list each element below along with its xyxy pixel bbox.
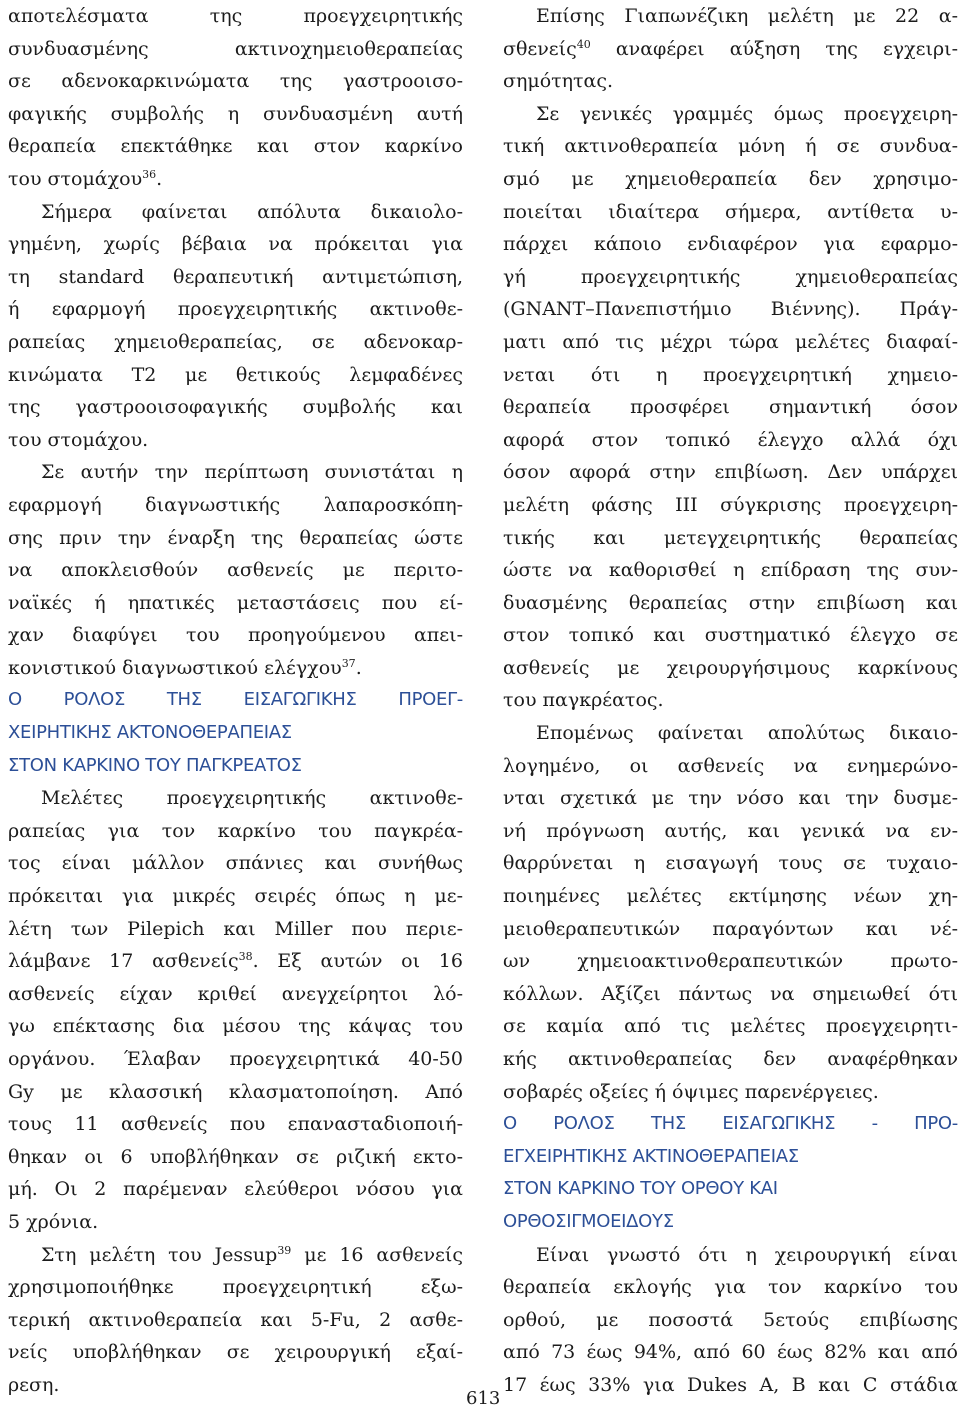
text-line xyxy=(503,261,958,294)
line-text: φαγικής συμβολής η συνδυασμένη αυτή xyxy=(8,102,463,125)
text-line xyxy=(503,163,958,196)
line-text: κονιστικού διαγνωστικού ελέγχου xyxy=(8,656,342,679)
section-heading-line xyxy=(8,684,463,717)
line-text: ματι από τις μέχρι τώρα μελέτες διαφαί- xyxy=(503,330,958,353)
line-text: Μελέτες προεγχειρητικής ακτινοθε- xyxy=(41,787,463,810)
line-text: του παγκρέατος. xyxy=(503,689,664,712)
line-text: πρόκειται για μικρές σειρές όπως η με- xyxy=(8,885,463,908)
line-text: κινώματα Τ2 με θετικούς λεμφαδένες xyxy=(8,363,463,386)
text-line xyxy=(8,815,463,848)
line-text: νείς υποβλήθηκαν σε χειρουργική εξαί- xyxy=(8,1341,463,1364)
line-text: λάμβανε 17 ασθενείς xyxy=(8,950,239,973)
line-text: Ο ΡΟΛΟΣ ΤΗΣ ΕΙΣΑΓΩΓΙΚΗΣ - ΠΡΟ- xyxy=(503,1113,958,1135)
text-line xyxy=(503,1336,958,1369)
text-line xyxy=(8,1141,463,1174)
text-line xyxy=(8,587,463,620)
line-text: 5 χρόνια. xyxy=(8,1210,99,1233)
citation-superscript: 37 xyxy=(341,656,356,670)
text-line xyxy=(8,196,463,229)
text-line xyxy=(8,1239,463,1272)
text-line xyxy=(503,1369,958,1402)
line-text: χαν διαφύγει του προηγούμενου απει- xyxy=(8,624,463,647)
text-line xyxy=(503,1076,958,1109)
section-heading-line xyxy=(503,1173,958,1206)
text-line xyxy=(503,522,958,555)
text-line xyxy=(8,1369,463,1402)
line-text: τους 11 ασθενείς που επανασταδιοποιή- xyxy=(8,1113,463,1136)
text-line xyxy=(8,391,463,424)
line-text: ων χημειοακτινοθεραπευτικών πρωτο- xyxy=(503,950,958,973)
line-text: θηκαν οι 6 υποβλήθηκαν σε ριζική εκτο- xyxy=(8,1145,463,1168)
line-text: χρησιμοποιήθηκε προεγχειρητική εξω- xyxy=(8,1276,463,1299)
line-text: Σήμερα φαίνεται απόλυτα δικαιολο- xyxy=(41,200,463,223)
line-text: ΟΡΘΟΣΙΓΜΟΕΙΔΟΥΣ xyxy=(503,1210,674,1232)
citation-superscript: 38 xyxy=(238,950,253,964)
line-text: Επομένως φαίνεται απολύτως δικαιο- xyxy=(536,722,958,745)
line-text: λογημένο, οι ασθενείς να ενημερώνο- xyxy=(503,754,958,777)
citation-superscript: 36 xyxy=(142,167,157,181)
text-line xyxy=(503,0,958,33)
text-line xyxy=(8,293,463,326)
text-line xyxy=(8,880,463,913)
text-line xyxy=(503,326,958,359)
line-text: νεται ότι η προεγχειρητική χημειο- xyxy=(503,363,958,386)
text-line xyxy=(503,196,958,229)
text-line xyxy=(503,782,958,815)
line-text: μή. Οι 2 παρέμεναν ελεύθεροι νόσου για xyxy=(8,1178,463,1201)
line-text: γή προεγχειρητικής χημειοθεραπείας xyxy=(503,265,958,288)
text-line xyxy=(503,1304,958,1337)
text-line xyxy=(8,456,463,489)
text-line xyxy=(8,33,463,66)
text-line xyxy=(503,554,958,587)
line-text: κής ακτινοθεραπείας δεν αναφέρθηκαν xyxy=(503,1048,958,1070)
text-line xyxy=(8,359,463,392)
line-text: τική ακτινοθεραπεία μόνη ή σε συνδυα- xyxy=(503,135,958,158)
text-line xyxy=(8,163,463,196)
text-line xyxy=(503,750,958,783)
text-line xyxy=(8,1043,463,1076)
line-text: τικής και μετεγχειρητικής θεραπείας xyxy=(503,526,958,549)
left-column xyxy=(8,0,463,1402)
line-text: ναϊκές ή ηπατικές μεταστάσεις που εί- xyxy=(8,591,463,614)
text-line xyxy=(8,619,463,652)
text-line xyxy=(503,1010,958,1043)
line-text: μελέτη φάσης ΙΙΙ σύγκρισης προεγχειρη- xyxy=(503,493,958,516)
text-line xyxy=(8,1271,463,1304)
section-heading-line xyxy=(503,1108,958,1141)
line-text: πάρχει κάποιο ενδιαφέρον για εφαρμο- xyxy=(503,233,958,256)
text-line xyxy=(503,1271,958,1304)
line-text: ΣΤΟΝ ΚΑΡΚΙΝΟ ΤΟΥ ΠΑΓΚΡΕΑΤΟΣ xyxy=(8,754,302,776)
line-text: αφορά στον τοπικό έλεγχο αλλά όχι xyxy=(503,428,958,451)
text-line xyxy=(8,782,463,815)
text-line xyxy=(503,65,958,98)
line-text: νται σχετικά με την νόσο και την δυσμε- xyxy=(503,787,958,810)
line-text: ΣΤΟΝ ΚΑΡΚΙΝΟ ΤΟΥ ΟΡΘΟΥ ΚΑΙ xyxy=(503,1178,778,1200)
line-text: Επίσης Γιαπωνέζικη μελέτη με 22 α- xyxy=(536,5,958,27)
text-line xyxy=(503,489,958,522)
line-text: συνδυασμένης ακτινοχημειοθεραπείας xyxy=(8,37,463,60)
line-text: ποιείται ιδιαίτερα σήμερα, αντίθετα υ- xyxy=(503,200,958,223)
line-text: εφαρμογή διαγνωστικής λαπαροσκόπη- xyxy=(8,493,463,516)
line-text: μειοθεραπευτικών παραγόντων και νέ- xyxy=(503,917,958,940)
section-heading-line xyxy=(8,717,463,750)
text-line xyxy=(8,65,463,98)
line-text: σημότητας. xyxy=(503,70,614,93)
page-number: 613 xyxy=(466,1388,501,1409)
line-text: στον τοπικό και συστηματικό έλεγχο σε xyxy=(503,624,958,647)
text-line xyxy=(503,880,958,913)
line-text: όσον αφορά στην επιβίωση. Δεν υπάρχει xyxy=(503,461,958,484)
line-text-continued: με 16 ασθενείς xyxy=(291,1243,463,1266)
text-line xyxy=(503,424,958,457)
line-text: Είναι γνωστό ότι η χειρουργική είναι xyxy=(536,1243,958,1266)
text-line xyxy=(8,913,463,946)
line-text: Ο ΡΟΛΟΣ ΤΗΣ ΕΙΣΑΓΩΓΙΚΗΣ ΠΡΟΕΓ- xyxy=(8,689,463,711)
line-text: από 73 έως 94%, από 60 έως 82% και από xyxy=(503,1341,958,1364)
line-text: σμό με χημειοθεραπεία δεν χρησιμο- xyxy=(503,167,958,190)
line-text: τη standard θεραπευτική αντιμετώπιση, xyxy=(8,265,463,288)
text-line xyxy=(503,652,958,685)
line-text: οργάνου. Έλαβαν προεγχειρητικά 40-50 xyxy=(8,1048,463,1070)
line-text: νή πρόγνωση αυτής, και γενικά να εν- xyxy=(503,819,958,842)
line-text: σε αδενοκαρκινώματα της γαστροοισο- xyxy=(8,70,463,93)
line-text: (GNANT–Πανεπιστήμιο Βιέννης). Πράγ- xyxy=(503,298,958,321)
line-text: δυασμένης θεραπείας στην επιβίωση και xyxy=(503,591,958,614)
text-line xyxy=(503,98,958,131)
line-text: αποτελέσματα της προεγχειρητικής xyxy=(8,5,463,27)
text-line xyxy=(503,1239,958,1272)
line-text: γω επέκτασης δια μέσου της κάψας του xyxy=(8,1015,463,1038)
text-line xyxy=(8,554,463,587)
line-text: ώστε να καθορισθεί η επίδραση της συν- xyxy=(503,559,958,582)
text-line xyxy=(503,847,958,880)
line-text: κόλλων. Αξίζει πάντως να σημειωθεί ότι xyxy=(503,982,958,1005)
text-line xyxy=(8,945,463,978)
text-line xyxy=(8,1173,463,1206)
line-text: της γαστροοισοφαγικής συμβολής και xyxy=(8,396,463,419)
text-line xyxy=(8,1304,463,1337)
line-text: λέτη των Pilepich και Miller που περιε- xyxy=(8,917,463,940)
text-line xyxy=(503,359,958,392)
text-line xyxy=(503,587,958,620)
line-text: θεραπεία εκλογής για τον καρκίνο του xyxy=(503,1276,958,1299)
text-line xyxy=(8,1076,463,1109)
line-text: σης πριν την έναρξη της θεραπείας ώστε xyxy=(8,526,463,549)
text-line xyxy=(503,945,958,978)
section-heading-line xyxy=(503,1141,958,1174)
line-text: γημένη, χωρίς βέβαια να πρόκειται για xyxy=(8,233,463,256)
section-heading-line xyxy=(8,750,463,783)
text-line xyxy=(8,326,463,359)
text-line xyxy=(503,815,958,848)
citation-superscript: 39 xyxy=(277,1243,292,1257)
text-line xyxy=(503,456,958,489)
line-text-continued: . xyxy=(156,167,163,190)
text-line xyxy=(503,33,958,66)
text-line xyxy=(503,293,958,326)
line-text: ΕΓΧΕΙΡΗΤΙΚΗΣ ΑΚΤΙΝΟΘΕΡΑΠΕΙΑΣ xyxy=(503,1145,799,1167)
line-text: θαρρύνεται η εισαγωγή τους σε τυχαιο- xyxy=(503,852,958,875)
line-text: ασθενείς με χειρουργήσιμους καρκίνους xyxy=(503,656,958,679)
line-text: ΧΕΙΡΗΤΙΚΗΣ ΑΚΤΟΝΟΘΕΡΑΠΕΙΑΣ xyxy=(8,722,292,744)
line-text: ραπείας χημειοθεραπείας, σε αδενοκαρ- xyxy=(8,330,463,353)
text-line xyxy=(8,261,463,294)
text-line xyxy=(503,228,958,261)
citation-superscript: 40 xyxy=(576,37,591,51)
line-text-continued: . xyxy=(355,656,362,679)
text-line xyxy=(503,684,958,717)
line-text: του στομάχου xyxy=(8,167,143,190)
text-line xyxy=(8,1206,463,1239)
text-line xyxy=(8,1336,463,1369)
text-line xyxy=(8,0,463,33)
text-line xyxy=(8,652,463,685)
line-text: σε καμία από τις μελέτες προεγχειρητι- xyxy=(503,1015,958,1038)
text-line xyxy=(503,978,958,1011)
text-line xyxy=(8,228,463,261)
line-text: Σε αυτήν την περίπτωση συνιστάται η xyxy=(41,461,463,484)
text-line xyxy=(8,489,463,522)
line-text: θεραπεία επεκτάθηκε και στον καρκίνο xyxy=(8,135,463,158)
line-text: Σε γενικές γραμμές όμως προεγχειρη- xyxy=(536,102,958,125)
text-line xyxy=(8,424,463,457)
text-line xyxy=(503,717,958,750)
text-line xyxy=(503,913,958,946)
line-text: να αποκλεισθούν ασθενείς με περιτο- xyxy=(8,559,463,582)
text-line xyxy=(503,619,958,652)
text-line xyxy=(8,1108,463,1141)
line-text: Gy με κλασσική κλασματοποίηση. Από xyxy=(8,1080,463,1103)
line-text: ή εφαρμογή προεγχειρητικής ακτινοθε- xyxy=(8,298,463,321)
line-text: τερική ακτινοθεραπεία και 5-Fu, 2 ασθε- xyxy=(8,1308,463,1331)
text-line xyxy=(503,130,958,163)
text-line xyxy=(8,522,463,555)
right-column xyxy=(503,0,958,1402)
text-line xyxy=(8,98,463,131)
line-text-continued: . Εξ αυτών οι 16 xyxy=(252,950,463,973)
text-line xyxy=(8,1010,463,1043)
line-text: Στη μελέτη του Jessup xyxy=(41,1243,278,1266)
section-heading-line xyxy=(503,1206,958,1239)
text-line xyxy=(8,130,463,163)
line-text: σθενείς xyxy=(503,37,577,60)
line-text: ραπείας για τον καρκίνο του παγκρέα- xyxy=(8,819,463,842)
line-text-continued: αναφέρει αύξηση της εγχειρι- xyxy=(590,37,958,60)
line-text: ρεση. xyxy=(8,1373,60,1396)
line-text: ασθενείς είχαν κριθεί ανεγχείρητοι λό- xyxy=(8,982,463,1005)
text-line xyxy=(503,391,958,424)
line-text: του στομάχου. xyxy=(8,428,149,451)
line-text: ορθού, με ποσοστά 5ετούς επιβίωσης xyxy=(503,1308,958,1331)
line-text: θεραπεία προσφέρει σημαντική όσον xyxy=(503,396,958,419)
line-text: τος είναι μάλλον σπάνιες και συνήθως xyxy=(8,852,463,875)
line-text: σοβαρές οξείες ή όψιμες παρενέργειες. xyxy=(503,1080,879,1103)
text-line xyxy=(503,1043,958,1076)
line-text: ποιημένες μελέτες εκτίμησης νέων χη- xyxy=(503,885,958,908)
line-text: 17 έως 33% για Dukes A, B και C στάδια xyxy=(503,1373,958,1396)
text-line xyxy=(8,978,463,1011)
text-line xyxy=(8,847,463,880)
